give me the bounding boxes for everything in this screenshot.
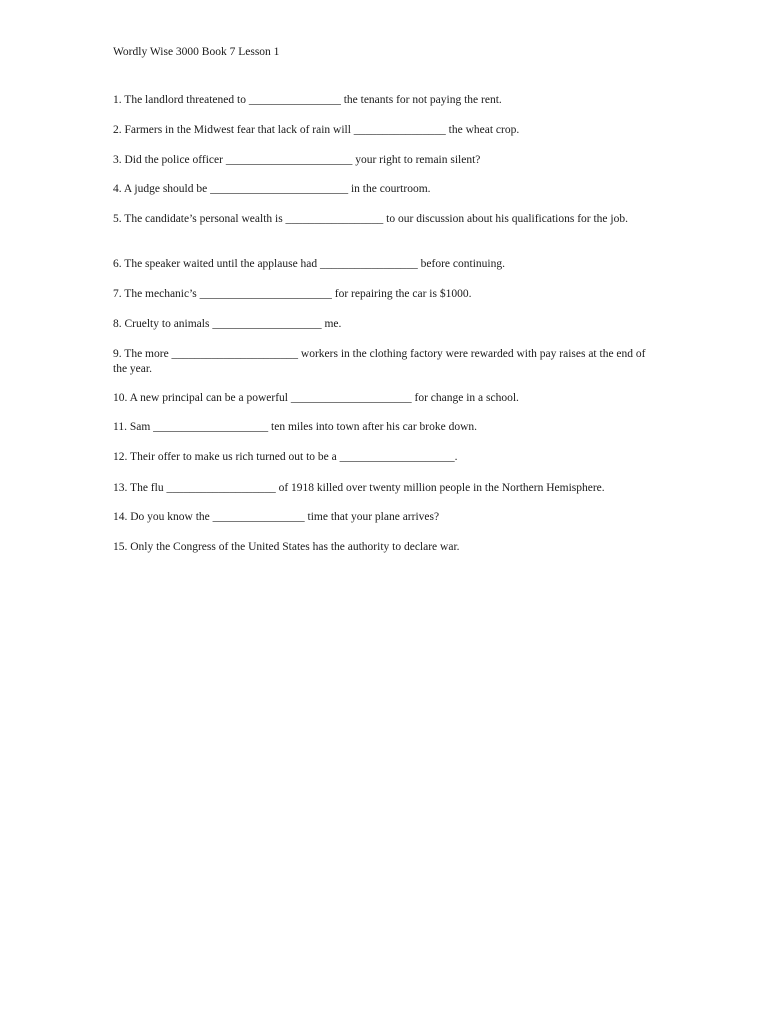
question-8: 8. Cruelty to animals ___________________ me. xyxy=(113,318,342,330)
question-15: 15. Only the Congress of the United States has the authority to declare war. xyxy=(113,541,460,553)
question-5: 5. The candidate’s personal wealth is _________________ to our discussion about his qualifications for the job. xyxy=(113,213,628,225)
question-11: 11. Sam ____________________ ten miles into town after his car broke down. xyxy=(113,421,478,433)
question-4: 4. A judge should be ________________________ in the courtroom. xyxy=(113,183,431,195)
question-2: 2. Farmers in the Midwest fear that lack of rain will ________________ the wheat crop. xyxy=(113,124,520,136)
question-7: 7. The mechanic’s _______________________ for repairing the car is $1000. xyxy=(113,288,472,300)
question-9: 9. The more ______________________ workers in the clothing factory were rewarded with pay raises at the end of the year. xyxy=(113,348,646,375)
question-1: 1. The landlord threatened to ________________ the tenants for not paying the rent. xyxy=(113,94,502,106)
question-13: 13. The flu ___________________ of 1918 killed over twenty million people in the Northern Hemisphere. xyxy=(113,482,605,494)
question-6: 6. The speaker waited until the applause had _________________ before continuing. xyxy=(113,258,505,270)
question-14: 14. Do you know the ________________ time that your plane arrives? xyxy=(113,511,440,523)
question-12: 12. Their offer to make us rich turned out to be a ____________________. xyxy=(113,451,458,463)
document-title: Wordly Wise 3000 Book 7 Lesson 1 xyxy=(113,46,280,58)
question-3: 3. Did the police officer ______________________ your right to remain silent? xyxy=(113,154,481,166)
question-10: 10. A new principal can be a powerful _____________________ for change in a school. xyxy=(113,392,519,404)
